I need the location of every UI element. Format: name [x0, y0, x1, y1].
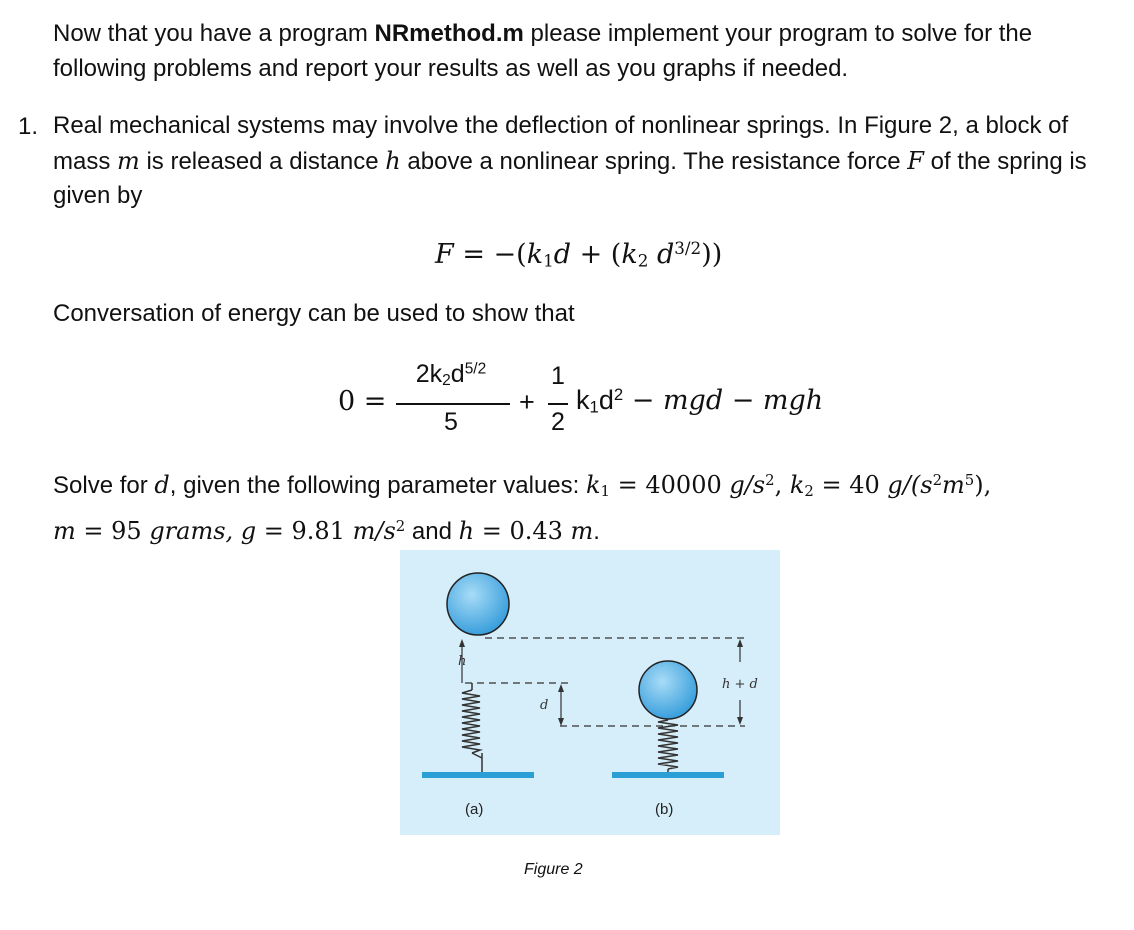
- energy-equation-rest: $k_1d^2$ − mgd − mgh: [576, 385, 824, 417]
- plus-sign: +: [519, 387, 535, 417]
- intro-paragraph: Now that you have a program NRmethod.m please implement your program to solve for the following problems and report your results as well as you graphs if needed.: [53, 20, 1033, 82]
- problem-number: 1.: [18, 113, 39, 140]
- energy-equation-lhs: 0 =: [338, 386, 387, 417]
- label-h: h: [458, 654, 467, 669]
- label-a: (a): [465, 801, 484, 818]
- solve-paragraph: Solve for d, given the following parameter values: $k_1 = 40000$ $g/s^2$, $k_2 = 40$ $g/(s^2m^5)$, m = 95 grams, g = 9.81 $m/s^2$ and h = 0.43 m.: [53, 471, 992, 545]
- ball-b: [639, 661, 697, 719]
- fraction-1-bar: [396, 403, 510, 405]
- ball-a: [447, 573, 509, 635]
- label-h-plus-d: h + d: [722, 677, 758, 692]
- problem-text: Real mechanical systems may involve the deflection of nonlinear springs. In Figure 2, a block of mass m is released a distance h above a nonlinear spring. The resistance force F of the spring is given by: [53, 112, 1087, 209]
- program-name: NRmethod.m: [374, 20, 524, 47]
- fraction-2-numerator: 1: [551, 362, 565, 390]
- fraction-2-denominator: 2: [551, 408, 565, 436]
- fraction-2-bar: [548, 403, 568, 405]
- figure-2-panel: [400, 550, 780, 835]
- spring-b: [658, 720, 678, 769]
- conservation-text: Conversation of energy can be used to show that: [53, 300, 575, 327]
- label-b: (b): [655, 801, 674, 818]
- fraction-1-denominator: 5: [444, 408, 458, 436]
- fraction-1-numerator: $2k_2d^{5/2}$: [415, 360, 487, 390]
- label-d: d: [540, 698, 549, 713]
- spring-a: [462, 690, 480, 753]
- force-equation: $F = -(k_1d + (k_2$ $d^{3/2}$)): [435, 238, 723, 271]
- figure-caption: Figure 2: [524, 861, 583, 878]
- spring-diagram: [400, 550, 780, 835]
